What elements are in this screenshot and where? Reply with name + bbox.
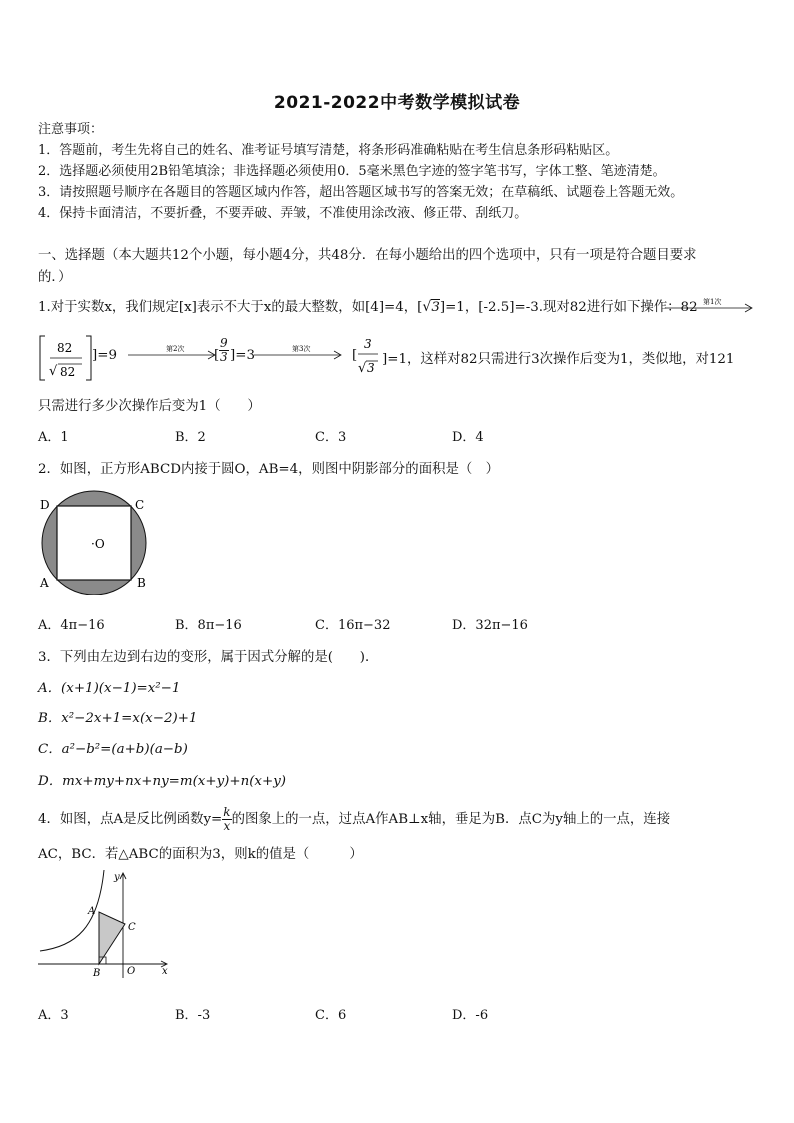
q2-option-c[interactable]: C．16π−32 [315,618,391,633]
svg-text:第2次: 第2次 [166,345,185,353]
q1-frac3 [356,334,382,378]
q1-stem-end: 只需进行多少次操作后变为1（ ） [38,399,261,414]
q1-option-a[interactable]: A．1 [38,430,69,445]
q1-sqrt3: √3 [422,299,440,315]
svg-text:3: 3 [367,361,375,375]
q4-figure-hyperbola [36,868,176,980]
q2-stem: 2．如图，正方形ABCD内接于圆O，AB=4，则图中阴影部分的面积是（ ） [38,462,500,477]
q1-eq9: ]=9 [92,348,117,363]
q3-option-c[interactable]: C．a²−b²=(a+b)(a−b) [38,742,188,757]
q1-frac1-num: 82 [57,341,73,355]
q2-label-o: ·O [91,537,105,551]
notice-item-2: 2．选择题必须使用2B铅笔填涂；非选择题必须使用0．5毫米黑色字迹的签字笔书写，字体工整、笔迹清楚。 [38,164,666,179]
q1-option-d[interactable]: D．4 [452,430,484,445]
q4-options [38,1004,758,1024]
q2-option-d[interactable]: D．32π−16 [452,618,528,633]
q4-option-b[interactable]: B．-3 [175,1008,211,1023]
q1-eq1-continuation: ]=1，这样对82只需进行3次操作后变为1，类似地，对121 [382,352,735,367]
q3-option-d[interactable]: D．mx+my+nx+ny=m(x+y)+n(x+y) [38,774,286,789]
notice-item-4: 4．保持卡面清洁，不要折叠，不要弄破、弄皱，不准使用涂改液、修正带、刮纸刀。 [38,206,528,221]
q1-arrow-step1 [663,296,758,316]
page-title: 2021-2022中考数学模拟试卷 [273,93,521,113]
q4-triangle-abc [99,912,125,964]
section-heading-line1: 一、选择题（本大题共12个小题，每小题4分，共48分．在每小题给出的四个选项中，只有一项是符合题目要求 [38,248,697,263]
q1-frac1-den: 82 [60,365,76,379]
q4-option-a[interactable]: A．3 [38,1008,69,1023]
q1-option-b[interactable]: B．2 [175,430,206,445]
q2-option-b[interactable]: B．8π−16 [175,618,242,633]
notice-item-3: 3．请按照题号顺序在各题目的答题区域内作答，超出答题区域书写的答案无效；在草稿纸、试题卷上答题无效。 [38,185,684,200]
q3-option-a[interactable]: A．(x+1)(x−1)=x²−1 [38,681,181,696]
svg-text:第3次: 第3次 [292,345,311,353]
section-heading-line2: 的．） [38,270,72,285]
notice-heading: 注意事项： [38,122,104,137]
q2-figure-circle-square [36,490,156,595]
section-heading [38,245,758,289]
svg-text:3: 3 [364,337,372,351]
svg-text:√: √ [49,364,58,379]
q4-fraction-k-over-x: $\frac{k}{x}$ [223,805,231,833]
q4-stem-line2: AC，BC．若△ABC的面积为3，则k的值是（ ） [38,847,363,862]
q4-stem-part-a: 4．如图，点A是反比例函数y= [38,812,223,827]
q4-label-x: x [162,966,168,977]
q1-frac2: $\frac{9}{3}$ [220,336,228,364]
q4-option-d[interactable]: D．-6 [452,1008,489,1023]
q1-arrow-step3 [252,344,348,362]
q2-option-a[interactable]: A．4π−16 [38,618,105,633]
q2-options [38,614,758,634]
q4-label-o: O [127,966,136,977]
q1-stem [38,296,698,315]
q3-option-b[interactable]: B．x²−2x+1=x(x−2)+1 [38,711,198,726]
q4-label-a: A [88,906,96,917]
q2-label-b: B [137,576,146,590]
q3-stem: 3．下列由左边到右边的变形，属于因式分解的是( )． [38,650,379,665]
q4-stem-part-b: 的图象上的一点，过点A作AB⊥x轴，垂足为B．点C为y轴上的一点，连接 [231,812,671,827]
notice-item-1: 1．答题前，考生先将自己的姓名、准考证号填写清楚，将条形码准确粘贴在考生信息条形码粘贴区。 [38,143,619,158]
q1-arrow-step2 [126,344,222,362]
q1-eq3: ]=3 [230,348,255,363]
q1-step1-label: 第1次 [703,298,722,306]
svg-text:√: √ [358,361,367,376]
q1-options [38,426,758,446]
q2-label-a: A [40,576,49,590]
q1-bracket-1 [38,334,98,382]
q2-label-c: C [135,498,145,512]
q4-label-b: B [93,968,101,979]
q1-option-c[interactable]: C．3 [315,430,347,445]
q4-stem [38,806,670,833]
q4-option-c[interactable]: C．6 [315,1008,347,1023]
q1-stem-part-a: 1.对于实数x，我们规定[x]表示不大于x的最大整数，如[4]=4，[ [38,300,423,315]
q2-label-d: D [40,498,50,512]
q1-stem-part-b: ]=1，[-2.5]=-3.现对82进行如下操作：82 [439,300,698,315]
q4-label-y: y [114,872,120,883]
q1-operation-row: 82 √ 82 ]=9 第2次 [ $\frac{9}{3}$ ]=3 第3次 [ 3 √ 3 ]=1，这样对82只需进行3次操作后变为1，类似地，对121 [38,334,768,382]
q4-label-c: C [128,922,136,933]
